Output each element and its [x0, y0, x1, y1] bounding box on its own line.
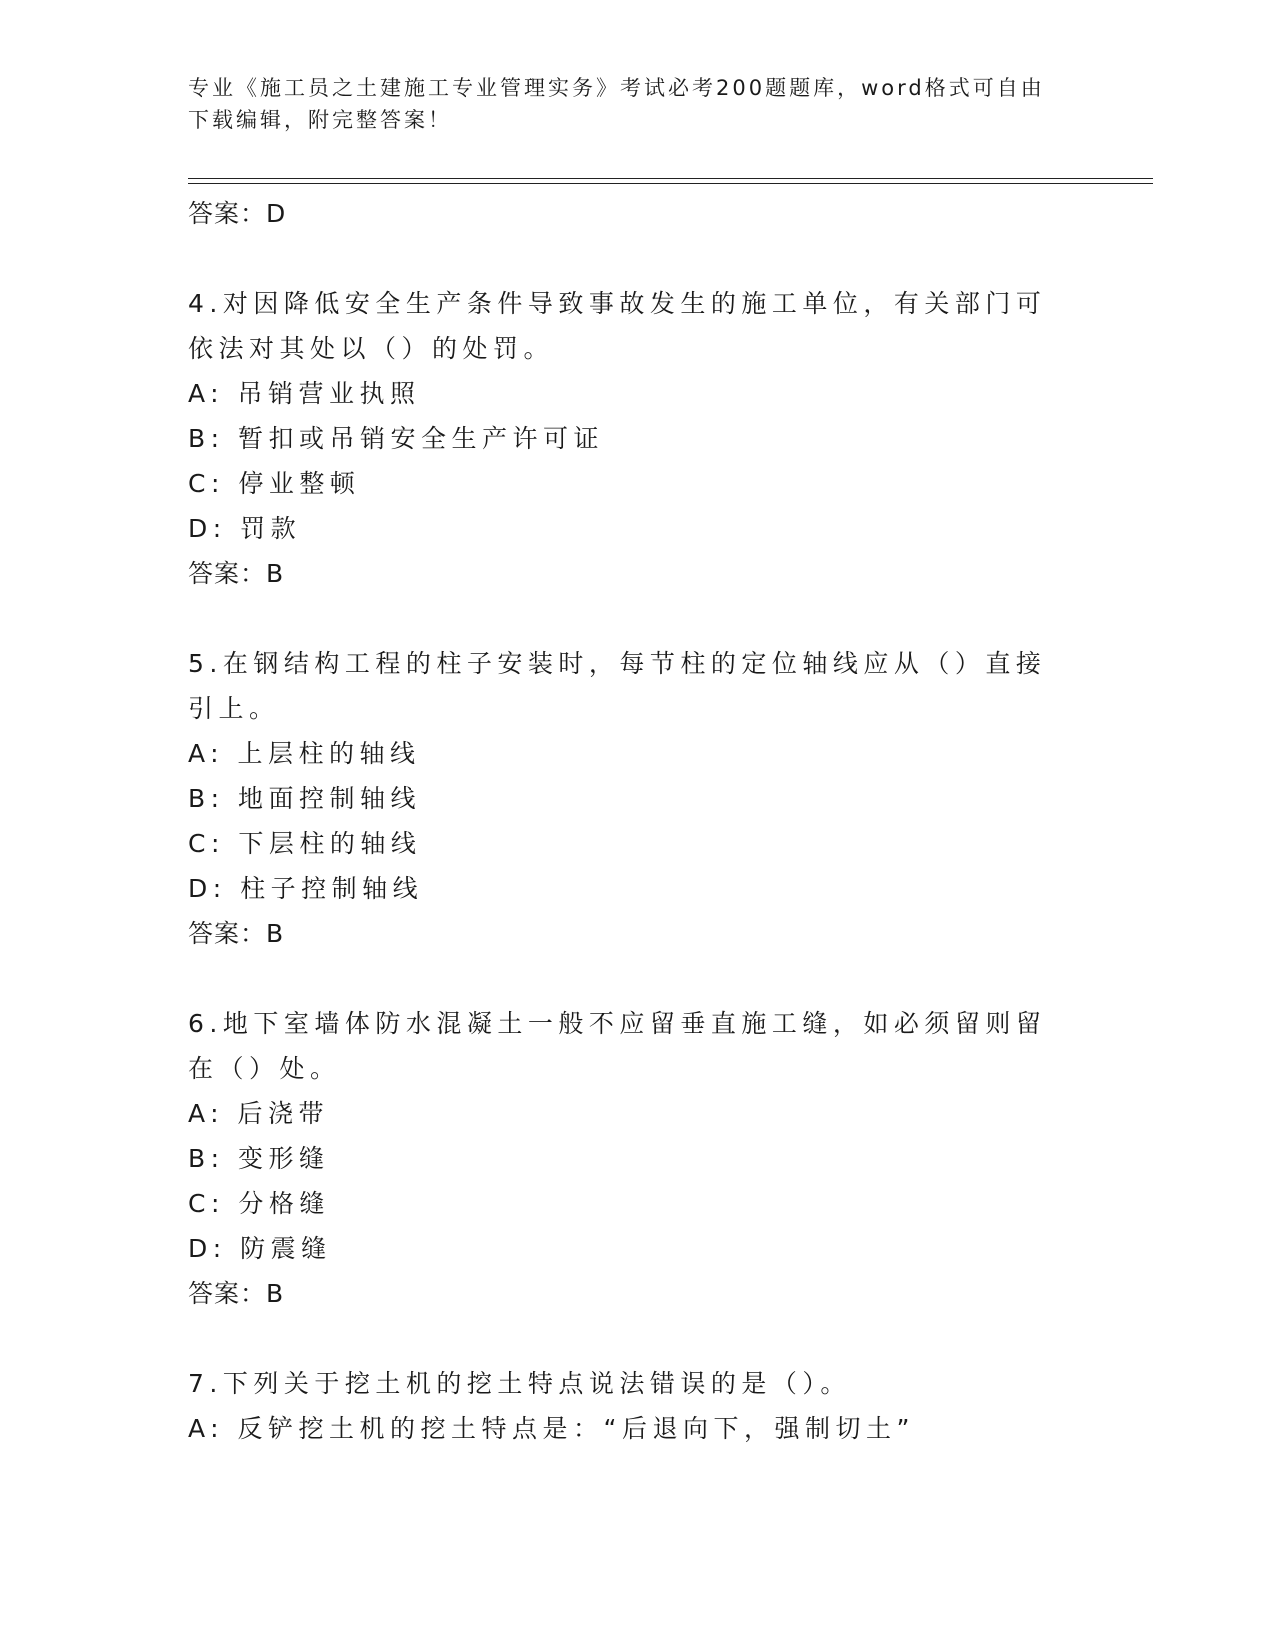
option-b: B: 暂扣或吊销安全生产许可证 — [188, 424, 605, 453]
option-a: A: 上层柱的轴线 — [188, 739, 421, 768]
question-list — [188, 191, 1088, 1451]
page-header: 专业《施工员之土建施工专业管理实务》考试必考200题题库，word格式可自由下载编辑，附完整答案！ — [188, 76, 1045, 132]
option-b: B: 变形缝 — [188, 1144, 330, 1173]
option-c: C: 分格缝 — [188, 1189, 330, 1218]
option-b: B: 地面控制轴线 — [188, 784, 422, 813]
answer-line: 答案：B — [188, 559, 285, 588]
spacer — [188, 236, 1088, 281]
option-d: D: 防震缝 — [188, 1234, 332, 1263]
option-d: D: 罚款 — [188, 514, 302, 543]
option-a: A: 吊销营业执照 — [188, 379, 421, 408]
question-block — [188, 1361, 1088, 1451]
spacer — [188, 596, 1088, 641]
question-block — [188, 641, 1088, 956]
header-rule-top — [188, 178, 1153, 179]
question-text: 6.地下室墙体防水混凝土一般不应留垂直施工缝，如必须留则留在（）处。 — [188, 1009, 1047, 1083]
option-a: A: 反铲挖土机的挖土特点是：“后退向下，强制切土” — [188, 1414, 915, 1443]
answer-line: 答案：B — [188, 1279, 285, 1308]
question-block — [188, 1001, 1088, 1316]
spacer — [188, 1316, 1088, 1361]
spacer — [188, 956, 1088, 1001]
option-c: C: 下层柱的轴线 — [188, 829, 422, 858]
header-rule-bottom — [188, 183, 1153, 184]
option-d: D: 柱子控制轴线 — [188, 874, 424, 903]
answer-line: 答案：D — [188, 199, 287, 228]
option-a: A: 后浇带 — [188, 1099, 330, 1128]
question-text: 4.对因降低安全生产条件导致事故发生的施工单位，有关部门可依法对其处以（）的处罚。 — [188, 289, 1047, 363]
question-text: 5.在钢结构工程的柱子安装时，每节柱的定位轴线应从（）直接引上。 — [188, 649, 1047, 723]
option-c: C: 停业整顿 — [188, 469, 361, 498]
question-text: 7.下列关于挖土机的挖土特点说法错误的是（）。 — [188, 1369, 851, 1398]
answer-line: 答案：B — [188, 919, 285, 948]
question-block — [188, 281, 1088, 596]
